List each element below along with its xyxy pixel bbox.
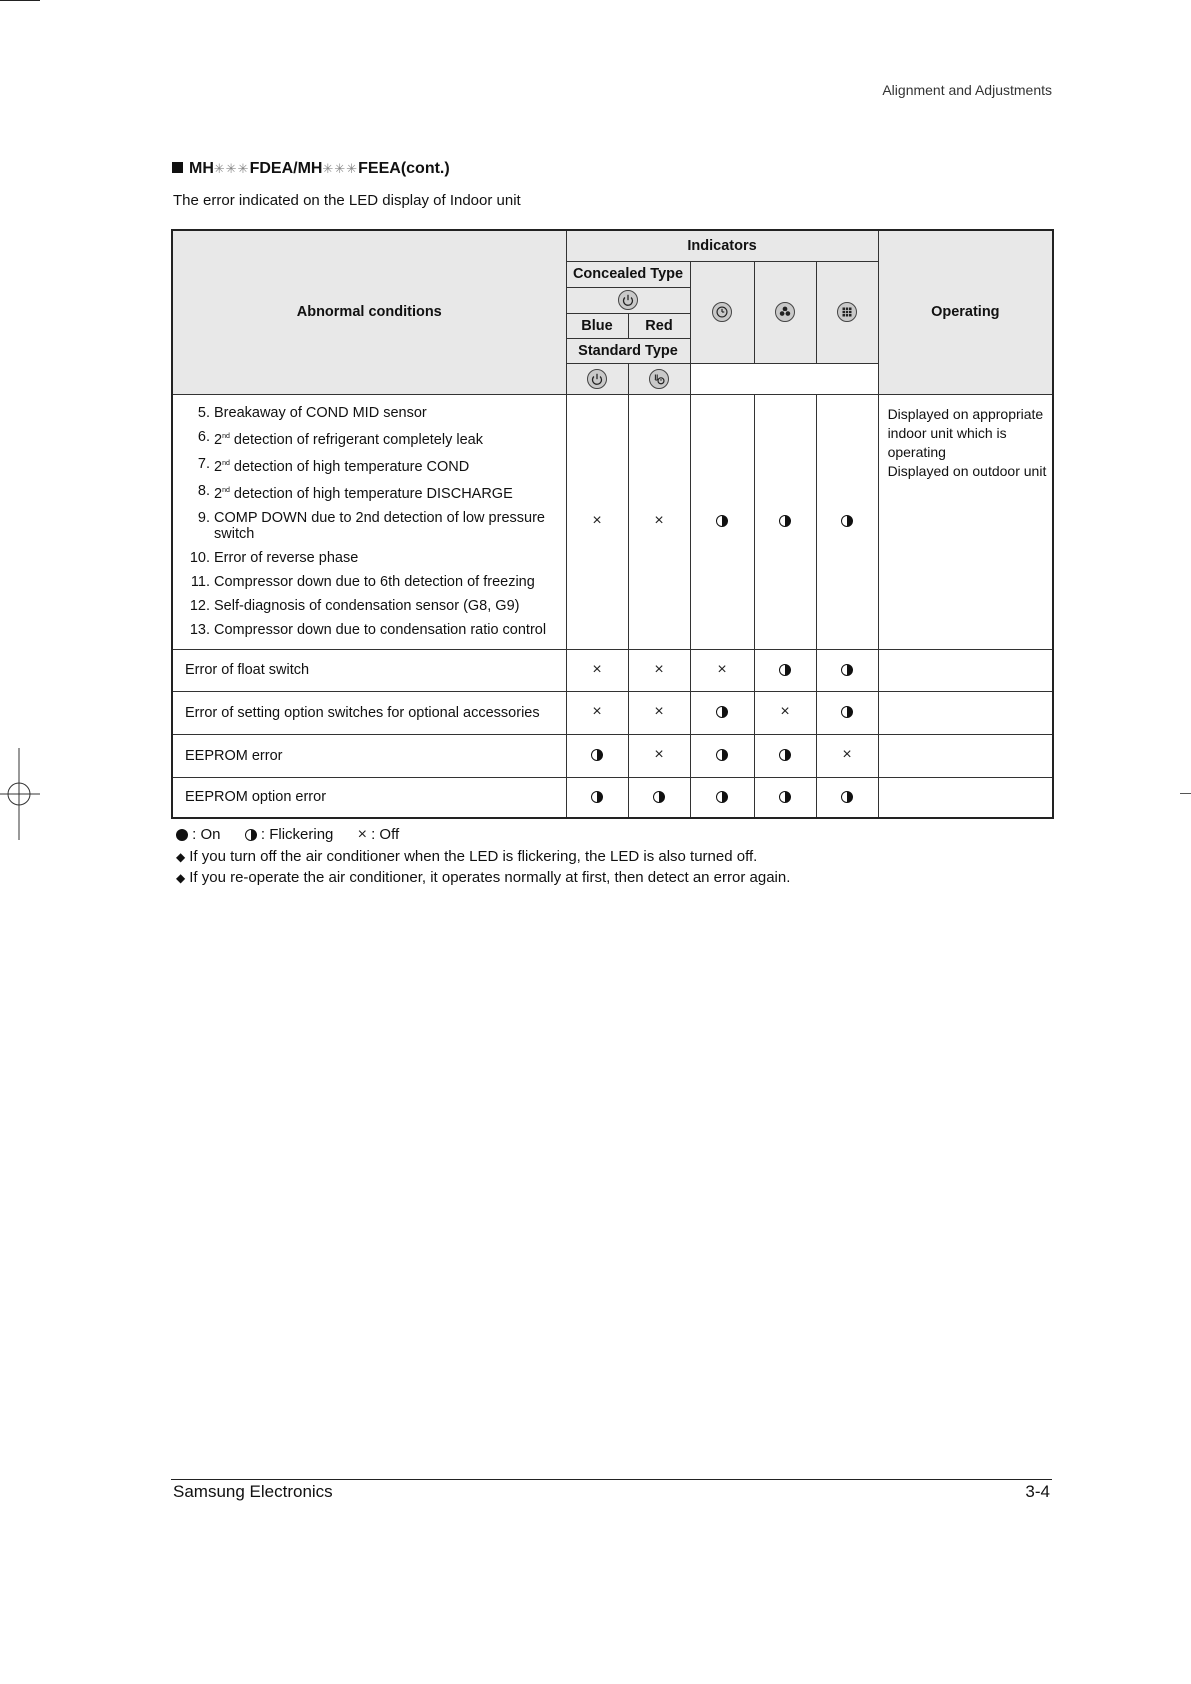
operating-cell bbox=[878, 394, 1053, 649]
indicator-cell bbox=[816, 691, 878, 734]
flickering-indicator-icon bbox=[716, 706, 728, 718]
indicator-cell bbox=[566, 691, 628, 734]
indicator-cell bbox=[566, 777, 628, 818]
header-concealed-power-cell bbox=[566, 287, 690, 313]
indicator-cell bbox=[754, 777, 816, 818]
indicator-cell bbox=[566, 649, 628, 691]
condition-cell bbox=[172, 394, 566, 649]
operating-note-indoor: Displayed on appropriate indoor unit which is operating bbox=[887, 405, 1044, 460]
list-item: 11. Compressor down due to 6th detection of freezing bbox=[190, 574, 535, 590]
flickering-indicator-icon bbox=[591, 749, 603, 761]
flickering-indicator-icon bbox=[779, 749, 791, 761]
diamond-bullet-icon: ◆ bbox=[176, 871, 186, 885]
indicator-cell bbox=[566, 734, 628, 777]
flickering-indicator-icon bbox=[841, 515, 853, 527]
off-indicator-icon: × bbox=[592, 512, 602, 530]
header-standard-power-cell bbox=[566, 363, 628, 394]
header-filter-cell bbox=[816, 261, 878, 363]
section-title: MH✳✳✳FDEA/MH✳✳✳FEEA(cont.) bbox=[172, 160, 450, 178]
indicator-cell bbox=[690, 777, 754, 818]
list-item: 7. 2nd detection of high temperature COND bbox=[197, 456, 470, 475]
indicator-cell bbox=[754, 691, 816, 734]
indicator-cell bbox=[754, 649, 816, 691]
list-item: 13. Compressor down due to condensation ratio control bbox=[189, 622, 547, 638]
crop-mark-right bbox=[1180, 793, 1191, 794]
header-operating: Operating bbox=[878, 230, 1053, 394]
off-indicator-icon: × bbox=[357, 826, 367, 844]
power-icon bbox=[618, 290, 638, 310]
note-2: ◆ If you re-operate the air conditioner, it operates normally at first, then detect an error again. bbox=[176, 869, 791, 886]
off-indicator-icon: × bbox=[592, 660, 602, 678]
power-icon bbox=[587, 369, 607, 389]
footer-divider bbox=[171, 1479, 1052, 1480]
off-indicator-icon: × bbox=[842, 746, 852, 764]
indicator-cell bbox=[816, 777, 878, 818]
condition-cell: EEPROM option error bbox=[172, 777, 566, 818]
off-indicator-icon: × bbox=[654, 746, 664, 764]
fan-icon bbox=[775, 302, 795, 322]
square-bullet-icon bbox=[172, 162, 183, 173]
list-item: 8. 2nd detection of high temperature DISCHARGE bbox=[197, 483, 513, 502]
legend-off: × : Off bbox=[357, 826, 400, 844]
indicator-cell bbox=[816, 734, 878, 777]
header-red: Red bbox=[628, 313, 690, 338]
flickering-indicator-icon bbox=[779, 515, 791, 527]
on-indicator-icon bbox=[176, 829, 188, 841]
flickering-indicator-icon bbox=[841, 706, 853, 718]
indicator-cell bbox=[566, 394, 628, 649]
flickering-indicator-icon bbox=[591, 791, 603, 803]
operating-cell bbox=[878, 777, 1053, 818]
operating-cell bbox=[878, 734, 1053, 777]
flickering-indicator-icon bbox=[841, 791, 853, 803]
error-indicator-table bbox=[171, 229, 1054, 819]
legend-on: : On bbox=[176, 826, 221, 843]
indicator-cell bbox=[816, 649, 878, 691]
header-indicators: Indicators bbox=[566, 230, 878, 261]
flickering-indicator-icon bbox=[779, 791, 791, 803]
legend bbox=[176, 826, 419, 844]
crop-mark-top bbox=[0, 0, 40, 1]
flickering-indicator-icon bbox=[779, 664, 791, 676]
flickering-indicator-icon bbox=[716, 749, 728, 761]
table-row bbox=[172, 649, 1053, 691]
list-item: 10. Error of reverse phase bbox=[189, 550, 359, 566]
condition-cell: EEPROM error bbox=[172, 734, 566, 777]
flickering-indicator-icon bbox=[716, 791, 728, 803]
off-indicator-icon: × bbox=[654, 703, 664, 721]
indicator-cell bbox=[628, 394, 690, 649]
header-abnormal-conditions: Abnormal conditions bbox=[172, 230, 566, 394]
registration-mark-icon bbox=[0, 748, 40, 840]
flickering-indicator-icon bbox=[245, 829, 257, 841]
note-1: ◆ If you turn off the air conditioner when the LED is flickering, the LED is also turned off. bbox=[176, 848, 758, 865]
timer-icon bbox=[712, 302, 732, 322]
table-row bbox=[172, 734, 1053, 777]
footer-company: Samsung Electronics bbox=[173, 1482, 333, 1501]
indicator-cell bbox=[628, 649, 690, 691]
condition-list bbox=[185, 405, 566, 638]
flickering-indicator-icon bbox=[653, 791, 665, 803]
off-indicator-icon: × bbox=[717, 660, 727, 678]
list-item: 6. 2nd detection of refrigerant completely leak bbox=[197, 429, 483, 448]
table-row bbox=[172, 777, 1053, 818]
table-row bbox=[172, 394, 1053, 649]
header-fan-cell bbox=[754, 261, 816, 363]
defrost-icon bbox=[649, 369, 669, 389]
operating-cell bbox=[878, 691, 1053, 734]
flickering-indicator-icon bbox=[841, 664, 853, 676]
operating-note-outdoor: Displayed on outdoor unit bbox=[887, 462, 1047, 479]
list-item: 12. Self-diagnosis of condensation sensor (G8, G9) bbox=[189, 598, 520, 614]
indicator-cell bbox=[628, 691, 690, 734]
indicator-cell bbox=[690, 649, 754, 691]
condition-cell: Error of setting option switches for optional accessories bbox=[172, 691, 566, 734]
table-caption: The error indicated on the LED display of Indoor unit bbox=[173, 192, 521, 209]
indicator-cell bbox=[754, 734, 816, 777]
condition-cell: Error of float switch bbox=[172, 649, 566, 691]
indicator-cell bbox=[816, 394, 878, 649]
indicator-cell bbox=[690, 394, 754, 649]
indicator-cell bbox=[628, 777, 690, 818]
header-standard-defrost-cell bbox=[628, 363, 690, 394]
header-timer-cell bbox=[690, 261, 754, 363]
diamond-bullet-icon: ◆ bbox=[176, 850, 186, 864]
flickering-indicator-icon bbox=[716, 515, 728, 527]
filter-icon bbox=[837, 302, 857, 322]
indicator-cell bbox=[754, 394, 816, 649]
list-item: 5. Breakaway of COND MID sensor bbox=[197, 405, 427, 421]
legend-flickering: : Flickering bbox=[245, 826, 334, 843]
page-number: 3-4 bbox=[1025, 1482, 1050, 1501]
off-indicator-icon: × bbox=[654, 660, 664, 678]
indicator-cell bbox=[690, 691, 754, 734]
off-indicator-icon: × bbox=[654, 512, 664, 530]
header-standard-type: Standard Type bbox=[566, 338, 690, 363]
indicator-cell bbox=[690, 734, 754, 777]
header-concealed-type: Concealed Type bbox=[566, 261, 690, 287]
running-header: Alignment and Adjustments bbox=[882, 82, 1052, 98]
table-row bbox=[172, 691, 1053, 734]
operating-cell bbox=[878, 649, 1053, 691]
header-blue: Blue bbox=[566, 313, 628, 338]
list-item: 9. COMP DOWN due to 2nd detection of low pressure switch bbox=[197, 510, 545, 542]
off-indicator-icon: × bbox=[592, 703, 602, 721]
off-indicator-icon: × bbox=[780, 703, 790, 721]
indicator-cell bbox=[628, 734, 690, 777]
